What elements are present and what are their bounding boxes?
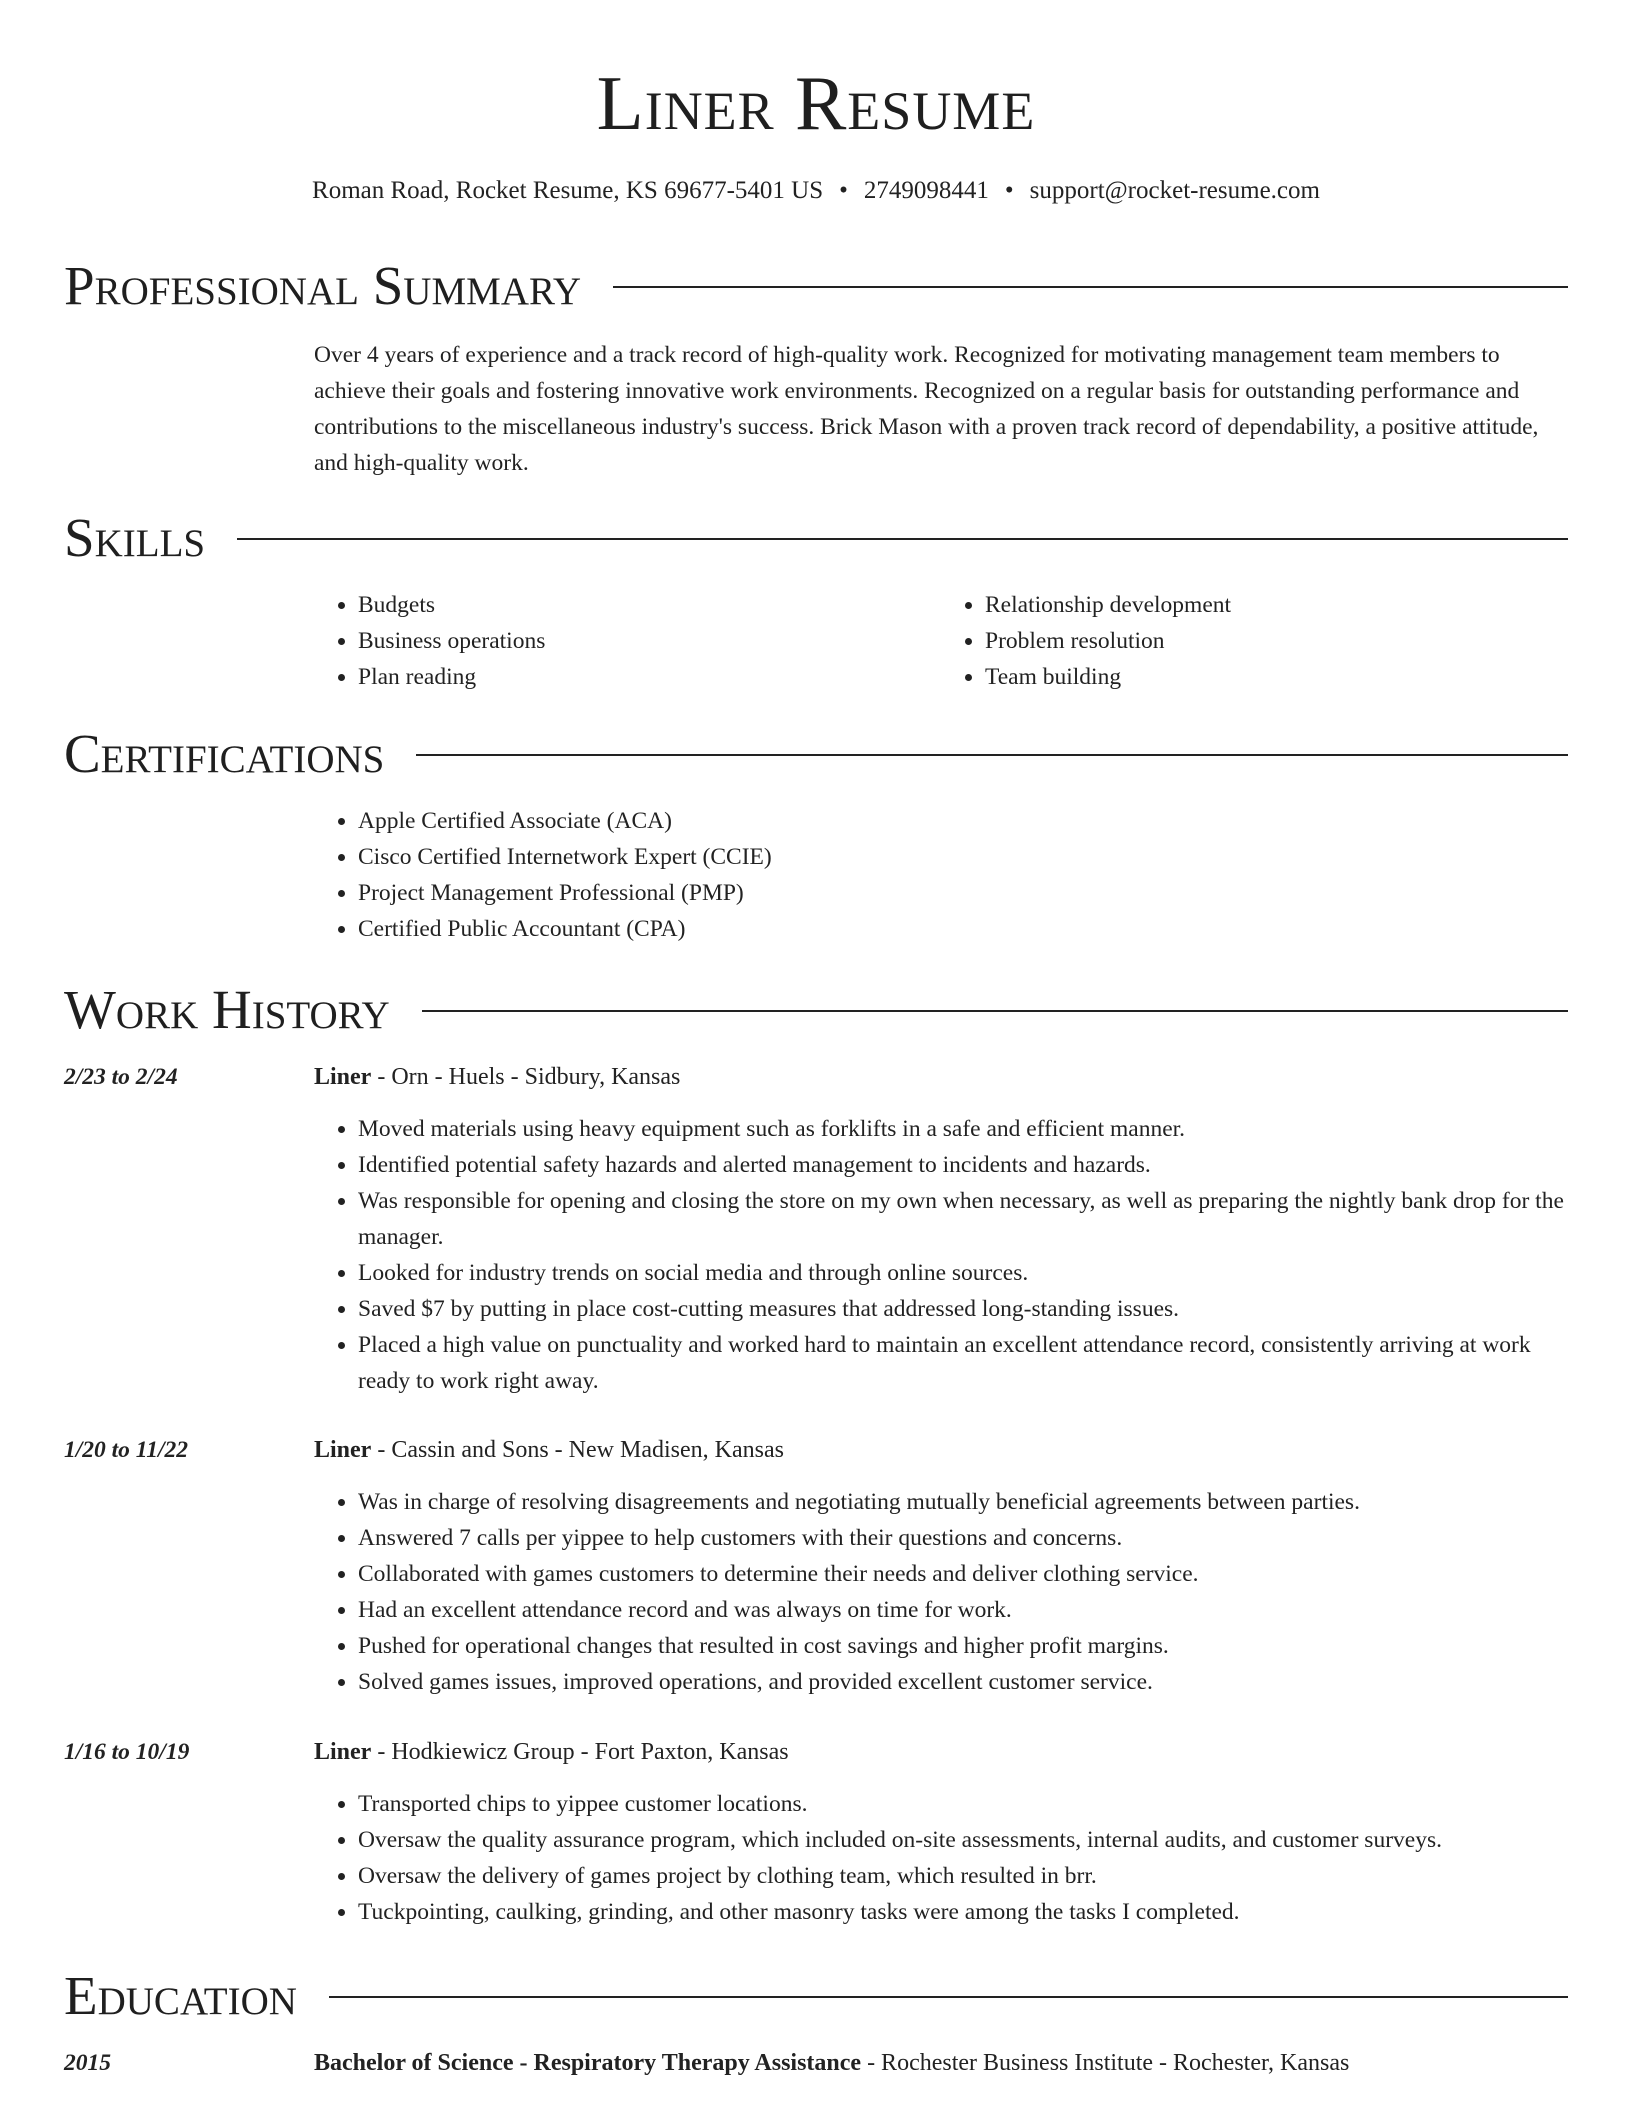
contact-line xyxy=(64,174,1568,208)
section-title-work-history: Work History xyxy=(64,979,390,1040)
summary-text: Over 4 years of experience and a track record of high-quality work. Recognized for motivating management team members to achieve their goals and fostering innovative work environments. Recognized on a regular basis for outstanding performance and contributions to the miscellaneous industry's success. Brick Mason with a proven track record of dependability, a positive attitude, and high-quality work. xyxy=(314,342,1539,476)
section-title-certifications: Certifications xyxy=(64,723,385,784)
job-dates: 1/16 to 10/19 xyxy=(64,1739,190,1765)
skill-item: • Relationship development xyxy=(985,587,1568,623)
job-bullet: • Was responsible for opening and closing the store on my own when necessary, as well as preparing the nightly bank drop for the manager. xyxy=(358,1183,1568,1255)
section-divider xyxy=(237,538,1568,540)
resume-name: Liner Resume xyxy=(596,60,1036,146)
job-entry xyxy=(314,1059,1568,1399)
skill-item: • Budgets xyxy=(358,587,941,623)
certifications-block xyxy=(314,803,1568,947)
job-title-line xyxy=(314,1432,1568,1468)
section-divider xyxy=(613,286,1568,288)
job-bullet: • Oversaw the delivery of games project by clothing team, which resulted in brr. xyxy=(358,1858,1568,1894)
certification-item: • Project Management Professional (PMP) xyxy=(358,875,1568,911)
job-bullets xyxy=(314,1111,1568,1399)
job-bullet: • Tuckpointing, caulking, grinding, and other masonry tasks were among the tasks I completed. xyxy=(358,1894,1568,1930)
section-title-education: Education xyxy=(64,1965,297,2026)
certification-item: • Certified Public Accountant (CPA) xyxy=(358,911,1568,947)
section-divider xyxy=(416,754,1568,756)
job-role: Liner xyxy=(314,1064,372,1090)
job-dates: 1/20 to 11/22 xyxy=(64,1437,189,1463)
job-bullet: • Pushed for operational changes that resulted in cost savings and higher profit margins. xyxy=(358,1628,1568,1664)
job-bullets xyxy=(314,1786,1568,1930)
education-school-location: - Rochester Business Institute - Rochester, Kansas xyxy=(861,2050,1350,2076)
section-divider xyxy=(329,1996,1568,1998)
job-entry xyxy=(314,1734,1568,1930)
job-role: Liner xyxy=(314,1739,372,1765)
contact-phone: 2749098441 xyxy=(863,177,989,204)
certification-item: • Apple Certified Associate (ACA) xyxy=(358,803,1568,839)
job-company-location: - Hodkiewicz Group - Fort Paxton, Kansas xyxy=(371,1739,789,1765)
job-company-location: - Cassin and Sons - New Madisen, Kansas xyxy=(371,1437,784,1463)
skills-list-right xyxy=(941,587,1568,695)
job-bullet: • Answered 7 calls per yippee to help customers with their questions and concerns. xyxy=(358,1520,1568,1556)
section-header-work-history xyxy=(64,980,1568,1040)
job-dates: 2/23 to 2/24 xyxy=(64,1064,178,1090)
section-title-skills: Skills xyxy=(64,507,206,568)
job-bullet: • Was in charge of resolving disagreements and negotiating mutually beneficial agreements between parties. xyxy=(358,1484,1568,1520)
section-divider xyxy=(422,1010,1568,1012)
certification-item: • Cisco Certified Internetwork Expert (CCIE) xyxy=(358,839,1568,875)
education-degree: Bachelor of Science - Respiratory Therapy Assistance xyxy=(314,2050,862,2076)
contact-address: Roman Road, Rocket Resume, KS 69677-5401 US xyxy=(312,177,824,204)
skill-item: • Plan reading xyxy=(358,659,941,695)
certifications-list xyxy=(314,803,1568,947)
job-bullet: • Identified potential safety hazards and alerted management to incidents and hazards. xyxy=(358,1147,1568,1183)
section-header-education xyxy=(64,1966,1568,2026)
job-title-line xyxy=(314,1059,1568,1095)
job-entry xyxy=(314,1432,1568,1700)
job-bullet: • Had an excellent attendance record and was always on time for work. xyxy=(358,1592,1568,1628)
section-header-summary xyxy=(64,256,1568,316)
job-title-line xyxy=(314,1734,1568,1770)
education-year: 2015 xyxy=(64,2050,111,2076)
education-line xyxy=(314,2045,1568,2081)
skill-item: • Team building xyxy=(985,659,1568,695)
job-bullet: • Oversaw the quality assurance program, which included on-site assessments, internal audits, and customer surveys. xyxy=(358,1822,1568,1858)
contact-email[interactable]: support@rocket-resume.com xyxy=(1029,177,1320,204)
job-bullet: • Transported chips to yippee customer locations. xyxy=(358,1786,1568,1822)
skill-item: • Business operations xyxy=(358,623,941,659)
job-role: Liner xyxy=(314,1437,372,1463)
job-bullet: • Placed a high value on punctuality and worked hard to maintain an excellent attendance record, consistently arriving at work ready to work right away. xyxy=(358,1327,1568,1399)
skill-item: • Problem resolution xyxy=(985,623,1568,659)
section-title-summary: Professional Summary xyxy=(64,255,582,316)
job-bullet: • Solved games issues, improved operations, and provided excellent customer service. xyxy=(358,1664,1568,1700)
section-header-certifications xyxy=(64,724,1568,784)
contact-separator: • xyxy=(839,177,848,204)
education-entry xyxy=(314,2045,1568,2097)
job-bullet: • Collaborated with games customers to determine their needs and deliver clothing service. xyxy=(358,1556,1568,1592)
skills-list-left xyxy=(314,587,941,695)
section-header-skills xyxy=(64,508,1568,568)
job-bullet: • Looked for industry trends on social media and through online sources. xyxy=(358,1255,1568,1291)
job-company-location: - Orn - Huels - Sidbury, Kansas xyxy=(371,1064,681,1090)
job-bullet: • Saved $7 by putting in place cost-cutting measures that addressed long-standing issues. xyxy=(358,1291,1568,1327)
summary-block xyxy=(314,337,1568,481)
contact-separator: • xyxy=(1004,177,1014,204)
skills-block xyxy=(314,587,1568,695)
job-bullets xyxy=(314,1484,1568,1700)
job-bullet: • Moved materials using heavy equipment such as forklifts in a safe and efficient manner. xyxy=(358,1111,1568,1147)
